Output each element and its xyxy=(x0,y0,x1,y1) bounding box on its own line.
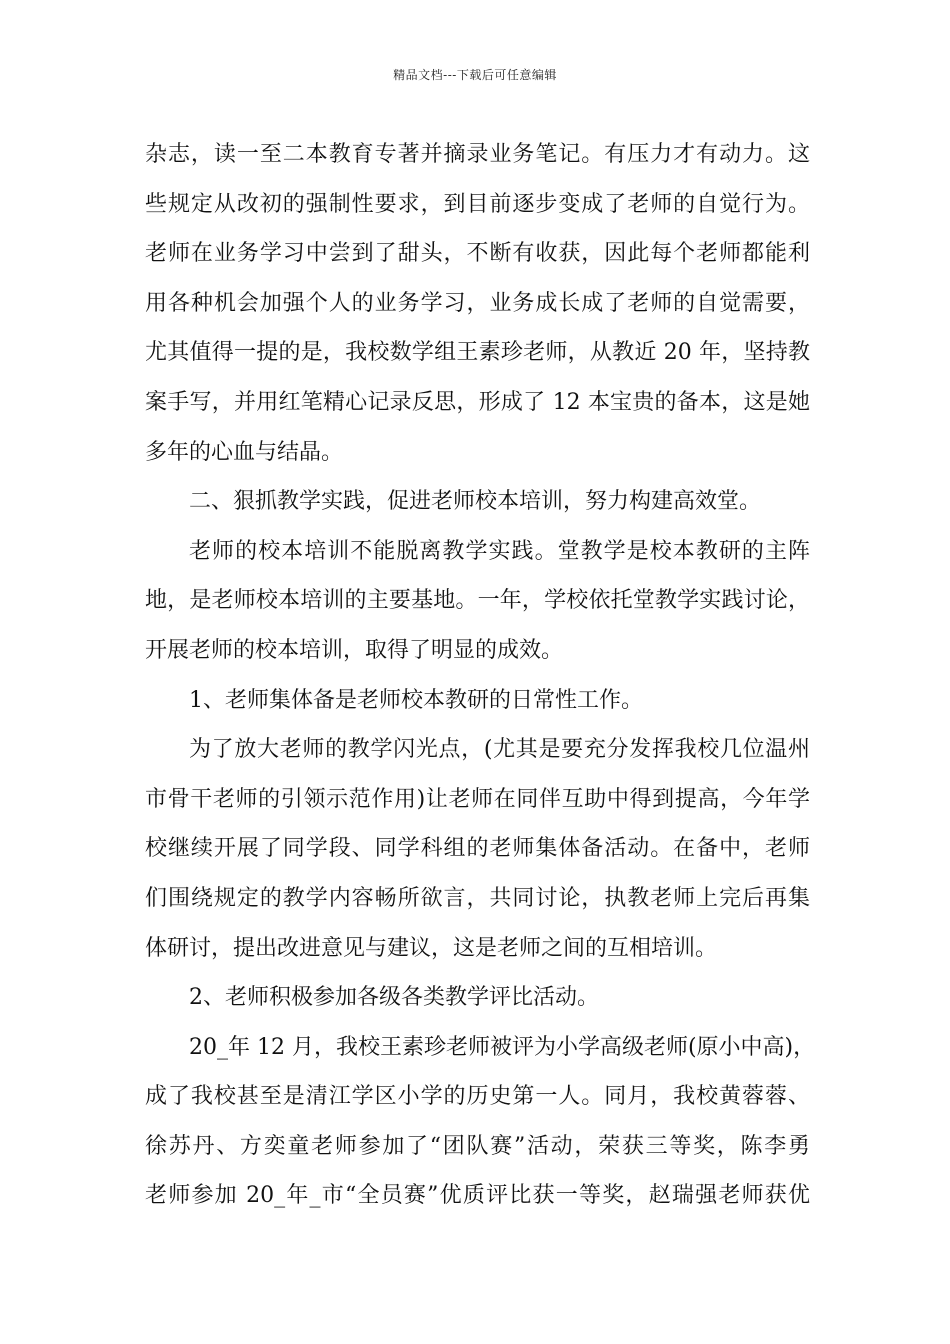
text-line: 老师的校本培训不能脱离教学实践。堂教学是校本教研的主阵 xyxy=(189,538,810,564)
text-line: 杂志，读一至二本教育专著并摘录业务笔记。有压力才有动力。这 xyxy=(145,142,810,167)
text-line: 案手写，并用红笔精心记录反思，形成了 12 本宝贵的备本，这是她 xyxy=(145,389,810,415)
text-line: 市骨干老师的引领示范作用)让老师在同伴互助中得到提高，今年学 xyxy=(145,786,810,812)
text-line: 们围绕规定的教学内容畅所欲言，共同讨论，执教老师上完后再集 xyxy=(145,885,810,911)
text-line: 老师参加 20_年_市“全员赛”优质评比获一等奖，赵瑞强老师获优 xyxy=(145,1183,810,1209)
text-line: 用各种机会加强个人的业务学习，业务成长成了老师的自觉需要， xyxy=(145,290,810,316)
text-line: 20_年 12 月，我校王素珍老师被评为小学高级老师(原小中高)， xyxy=(189,1034,816,1060)
text-line: 些规定从改初的强制性要求，到目前逐步变成了老师的自觉行为。 xyxy=(145,191,810,217)
page-header: 精品文档---下载后可任意编辑 xyxy=(393,68,557,82)
text-line: 徐苏丹、方奕童老师参加了“团队赛”活动，荣获三等奖，陈李勇 xyxy=(145,1133,810,1159)
text-line: 多年的心血与结晶。 xyxy=(145,439,344,465)
document-body xyxy=(145,130,816,1221)
text-line: 成了我校甚至是清江学区小学的历史第一人。同月，我校黄蓉蓉、 xyxy=(145,1084,810,1110)
text-line: 校继续开展了同学段、同学科组的老师集体备活动。在备中，老师 xyxy=(145,836,810,862)
text-line: 为了放大老师的教学闪光点，(尤其是要充分发挥我校几位温州 xyxy=(189,737,810,763)
text-line: 尤其值得一提的是，我校数学组王素珍老师，从教近 20 年，坚持教 xyxy=(145,340,810,366)
text-line: 体研讨，提出改进意见与建议，这是老师之间的互相培训。 xyxy=(145,935,718,961)
text-line: 老师在业务学习中尝到了甜头，不断有收获，因此每个老师都能利 xyxy=(145,241,810,267)
text-line: 地，是老师校本培训的主要基地。一年，学校依托堂教学实践讨论， xyxy=(145,588,810,614)
subsection-heading: 2、老师积极参加各级各类教学评比活动。 xyxy=(189,985,599,1011)
subsection-heading: 1、老师集体备是老师校本教研的日常性工作。 xyxy=(189,687,643,713)
text-line: 开展老师的校本培训，取得了明显的成效。 xyxy=(145,637,564,663)
section-heading: 二、狠抓教学实践，促进老师校本培训，努力构建高效堂。 xyxy=(189,489,762,515)
